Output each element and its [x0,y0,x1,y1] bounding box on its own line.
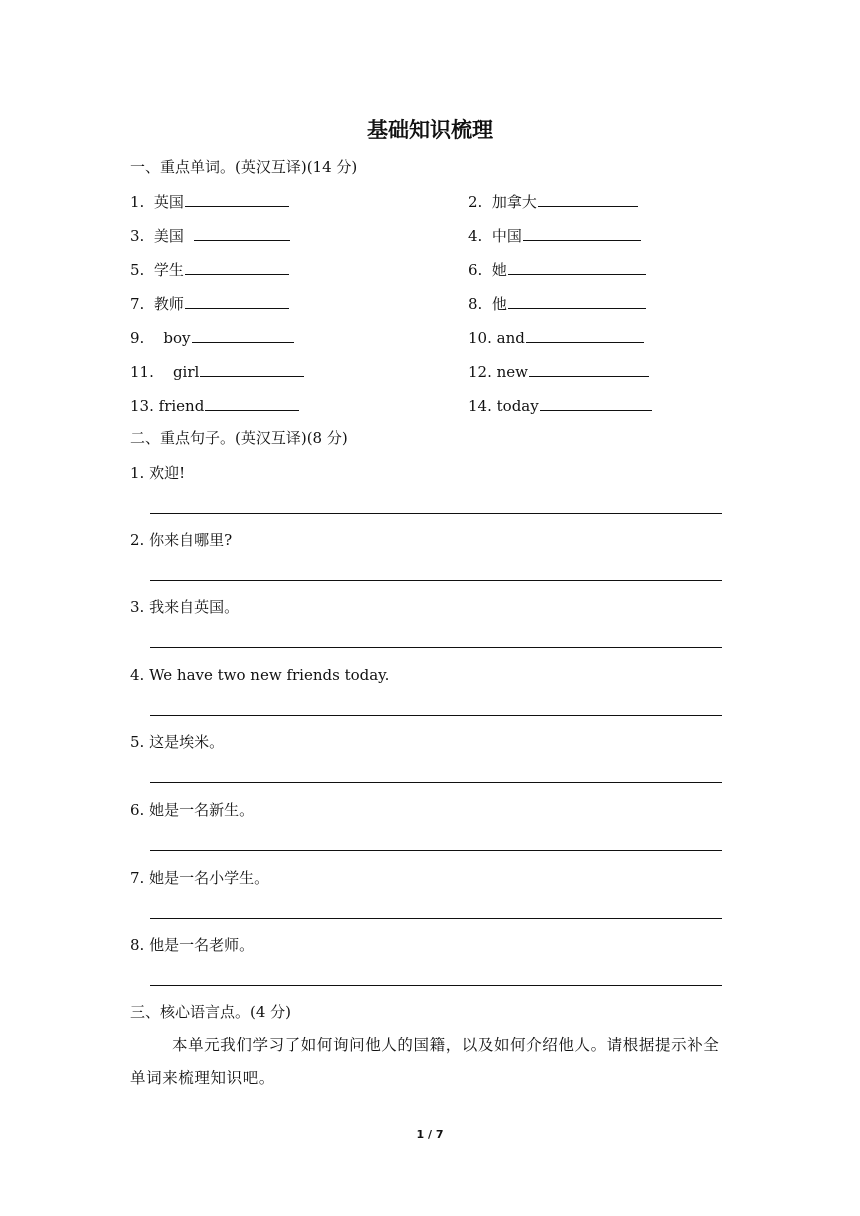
answer-line[interactable] [150,647,722,648]
answer-line[interactable] [150,513,722,514]
sentence-item: 4. We have two new friends today. [130,666,390,684]
answer-blank[interactable] [185,191,289,207]
sentence-item: 5. 这是埃米。 [130,733,225,751]
answer-blank[interactable] [508,259,646,275]
answer-line[interactable] [150,850,722,851]
word-item: 1. 英国 [130,191,289,212]
word-item: 6. 她 [468,259,646,280]
word-item: 2. 加拿大 [468,191,638,212]
sentence-item: 1. 欢迎! [130,464,186,482]
word-item: 9. boy [130,327,294,348]
answer-line[interactable] [150,918,722,919]
sentence-item: 3. 我来自英国。 [130,598,240,616]
answer-blank[interactable] [205,395,299,411]
answer-blank[interactable] [529,361,649,377]
answer-blank[interactable] [185,293,289,309]
answer-line[interactable] [150,782,722,783]
sentence-item: 8. 他是一名老师。 [130,936,255,954]
page-number: 1 / 7 [416,1128,444,1141]
answer-line[interactable] [150,580,722,581]
sentence-item: 6. 她是一名新生。 [130,801,255,819]
word-item: 3. 美国 [130,225,290,246]
section-2-heading: 二、重点句子。(英汉互译)(8 分) [130,429,348,447]
sentence-item: 7. 她是一名小学生。 [130,869,270,887]
word-item: 14. today [468,395,652,416]
answer-blank[interactable] [200,361,304,377]
word-item: 11. girl [130,361,304,382]
section-3-heading: 三、核心语言点。(4 分) [130,1003,292,1021]
word-item: 5. 学生 [130,259,289,280]
word-item: 8. 他 [468,293,646,314]
answer-blank[interactable] [538,191,638,207]
answer-blank[interactable] [194,225,290,241]
sentence-item: 2. 你来自哪里? [130,531,233,549]
answer-blank[interactable] [192,327,294,343]
answer-blank[interactable] [526,327,644,343]
word-item: 4. 中国 [468,225,641,246]
word-item: 10. and [468,327,644,348]
answer-blank[interactable] [540,395,652,411]
answer-blank[interactable] [508,293,646,309]
word-item: 7. 教师 [130,293,289,314]
answer-blank[interactable] [523,225,641,241]
word-item: 13. friend [130,395,299,416]
section-1-heading: 一、重点单词。(英汉互译)(14 分) [130,158,358,176]
word-item: 12. new [468,361,649,382]
answer-line[interactable] [150,715,722,716]
answer-line[interactable] [150,985,722,986]
answer-blank[interactable] [185,259,289,275]
section-3-paragraph: 本单元我们学习了如何询问他人的国籍，以及如何介绍他人。请根据提示补全单词来梳理知识吧。 [130,1036,720,1087]
page-title: 基础知识梳理 [367,118,493,142]
